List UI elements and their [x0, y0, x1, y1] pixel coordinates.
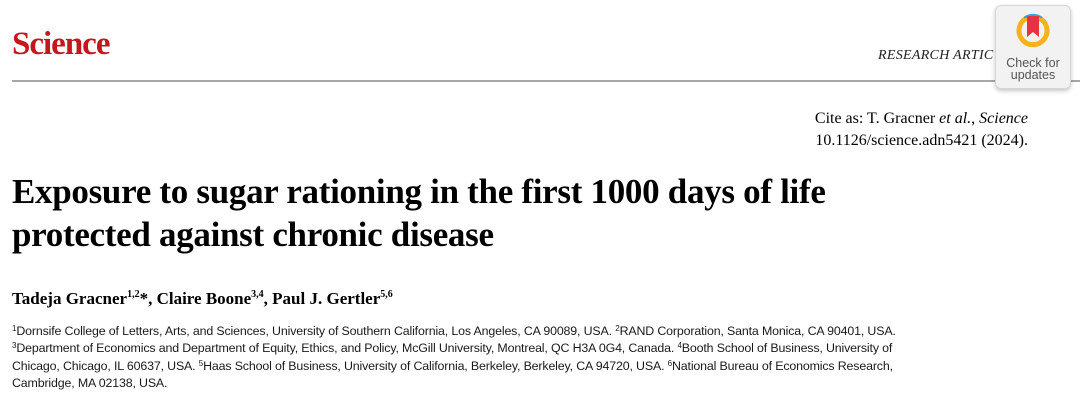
affiliation-number: 5	[198, 358, 204, 368]
affiliation-text: Haas School of Business, University of California, Berkeley, Berkeley, CA 94720, USA.	[203, 358, 668, 373]
affiliation-text: RAND Corporation, Santa Monica, CA 90401, USA.	[619, 324, 896, 338]
affiliation-text: Chicago, Chicago, IL 60637, USA.	[12, 358, 199, 373]
affiliation-line	[12, 358, 1072, 375]
affiliation-number: 1	[12, 324, 17, 333]
article-title-line2: protected against chronic disease	[12, 215, 494, 254]
affiliation-line	[12, 323, 1072, 340]
affiliation-text: National Bureau of Economics Research,	[671, 358, 893, 373]
author-name: Tadeja Gracner	[12, 289, 128, 308]
affiliation-number: 4	[677, 341, 682, 351]
citation-line	[815, 108, 1028, 130]
check-for-updates-line2: updates	[1010, 68, 1056, 82]
article-title-line1: Exposure to sugar rationing in the first 1000 days of life	[12, 172, 826, 211]
check-for-updates-button[interactable]	[995, 5, 1071, 89]
affiliation-number: 3	[12, 341, 17, 351]
author-list	[12, 289, 393, 309]
affiliation-text: Booth School of Business, University of	[681, 341, 893, 356]
article-title	[12, 170, 1052, 256]
citation-journal: Science	[979, 110, 1028, 127]
author-affiliation-marker: 5,6	[380, 289, 393, 300]
affiliation-number: 6	[667, 358, 672, 368]
author-affiliation-marker: 3,4	[251, 289, 264, 300]
affiliation-line	[12, 340, 1072, 357]
affiliation-number: 2	[615, 324, 620, 333]
citation-etal: et al.	[939, 110, 972, 127]
header-divider	[12, 80, 1080, 82]
citation-block	[815, 108, 1028, 152]
check-for-updates-line1: Check for	[1006, 56, 1060, 70]
journal-logo: Science	[12, 26, 110, 62]
check-for-updates-icon	[1016, 13, 1050, 53]
author-name: Claire Boone	[156, 289, 252, 308]
affiliation-text: Dornsife College of Letters, Arts, and Sciences, University of Southern California, Los Angeles, CA 90089, USA.	[16, 324, 616, 338]
author-name: Paul J. Gertler	[272, 289, 381, 308]
author-separator: *,	[139, 289, 157, 308]
citation-doi: 10.1126/science.adn5421 (2024).	[815, 132, 1028, 149]
author-separator: ,	[263, 289, 273, 308]
article-type-label: RESEARCH ARTIC	[878, 48, 994, 63]
citation-comma: ,	[971, 110, 980, 127]
affiliation-text: Department of Economics and Department of Equity, Ethics, and Policy, McGill University, Montreal, QC H3A 0G4, Canada.	[16, 341, 678, 356]
affiliation-text: Cambridge, MA 02138, USA.	[12, 375, 168, 390]
affiliation-line	[12, 375, 1072, 392]
author-affiliation-marker: 1,2	[127, 289, 140, 300]
affiliations	[12, 323, 1072, 392]
citation-prefix: Cite as: T. Gracner	[814, 110, 940, 127]
